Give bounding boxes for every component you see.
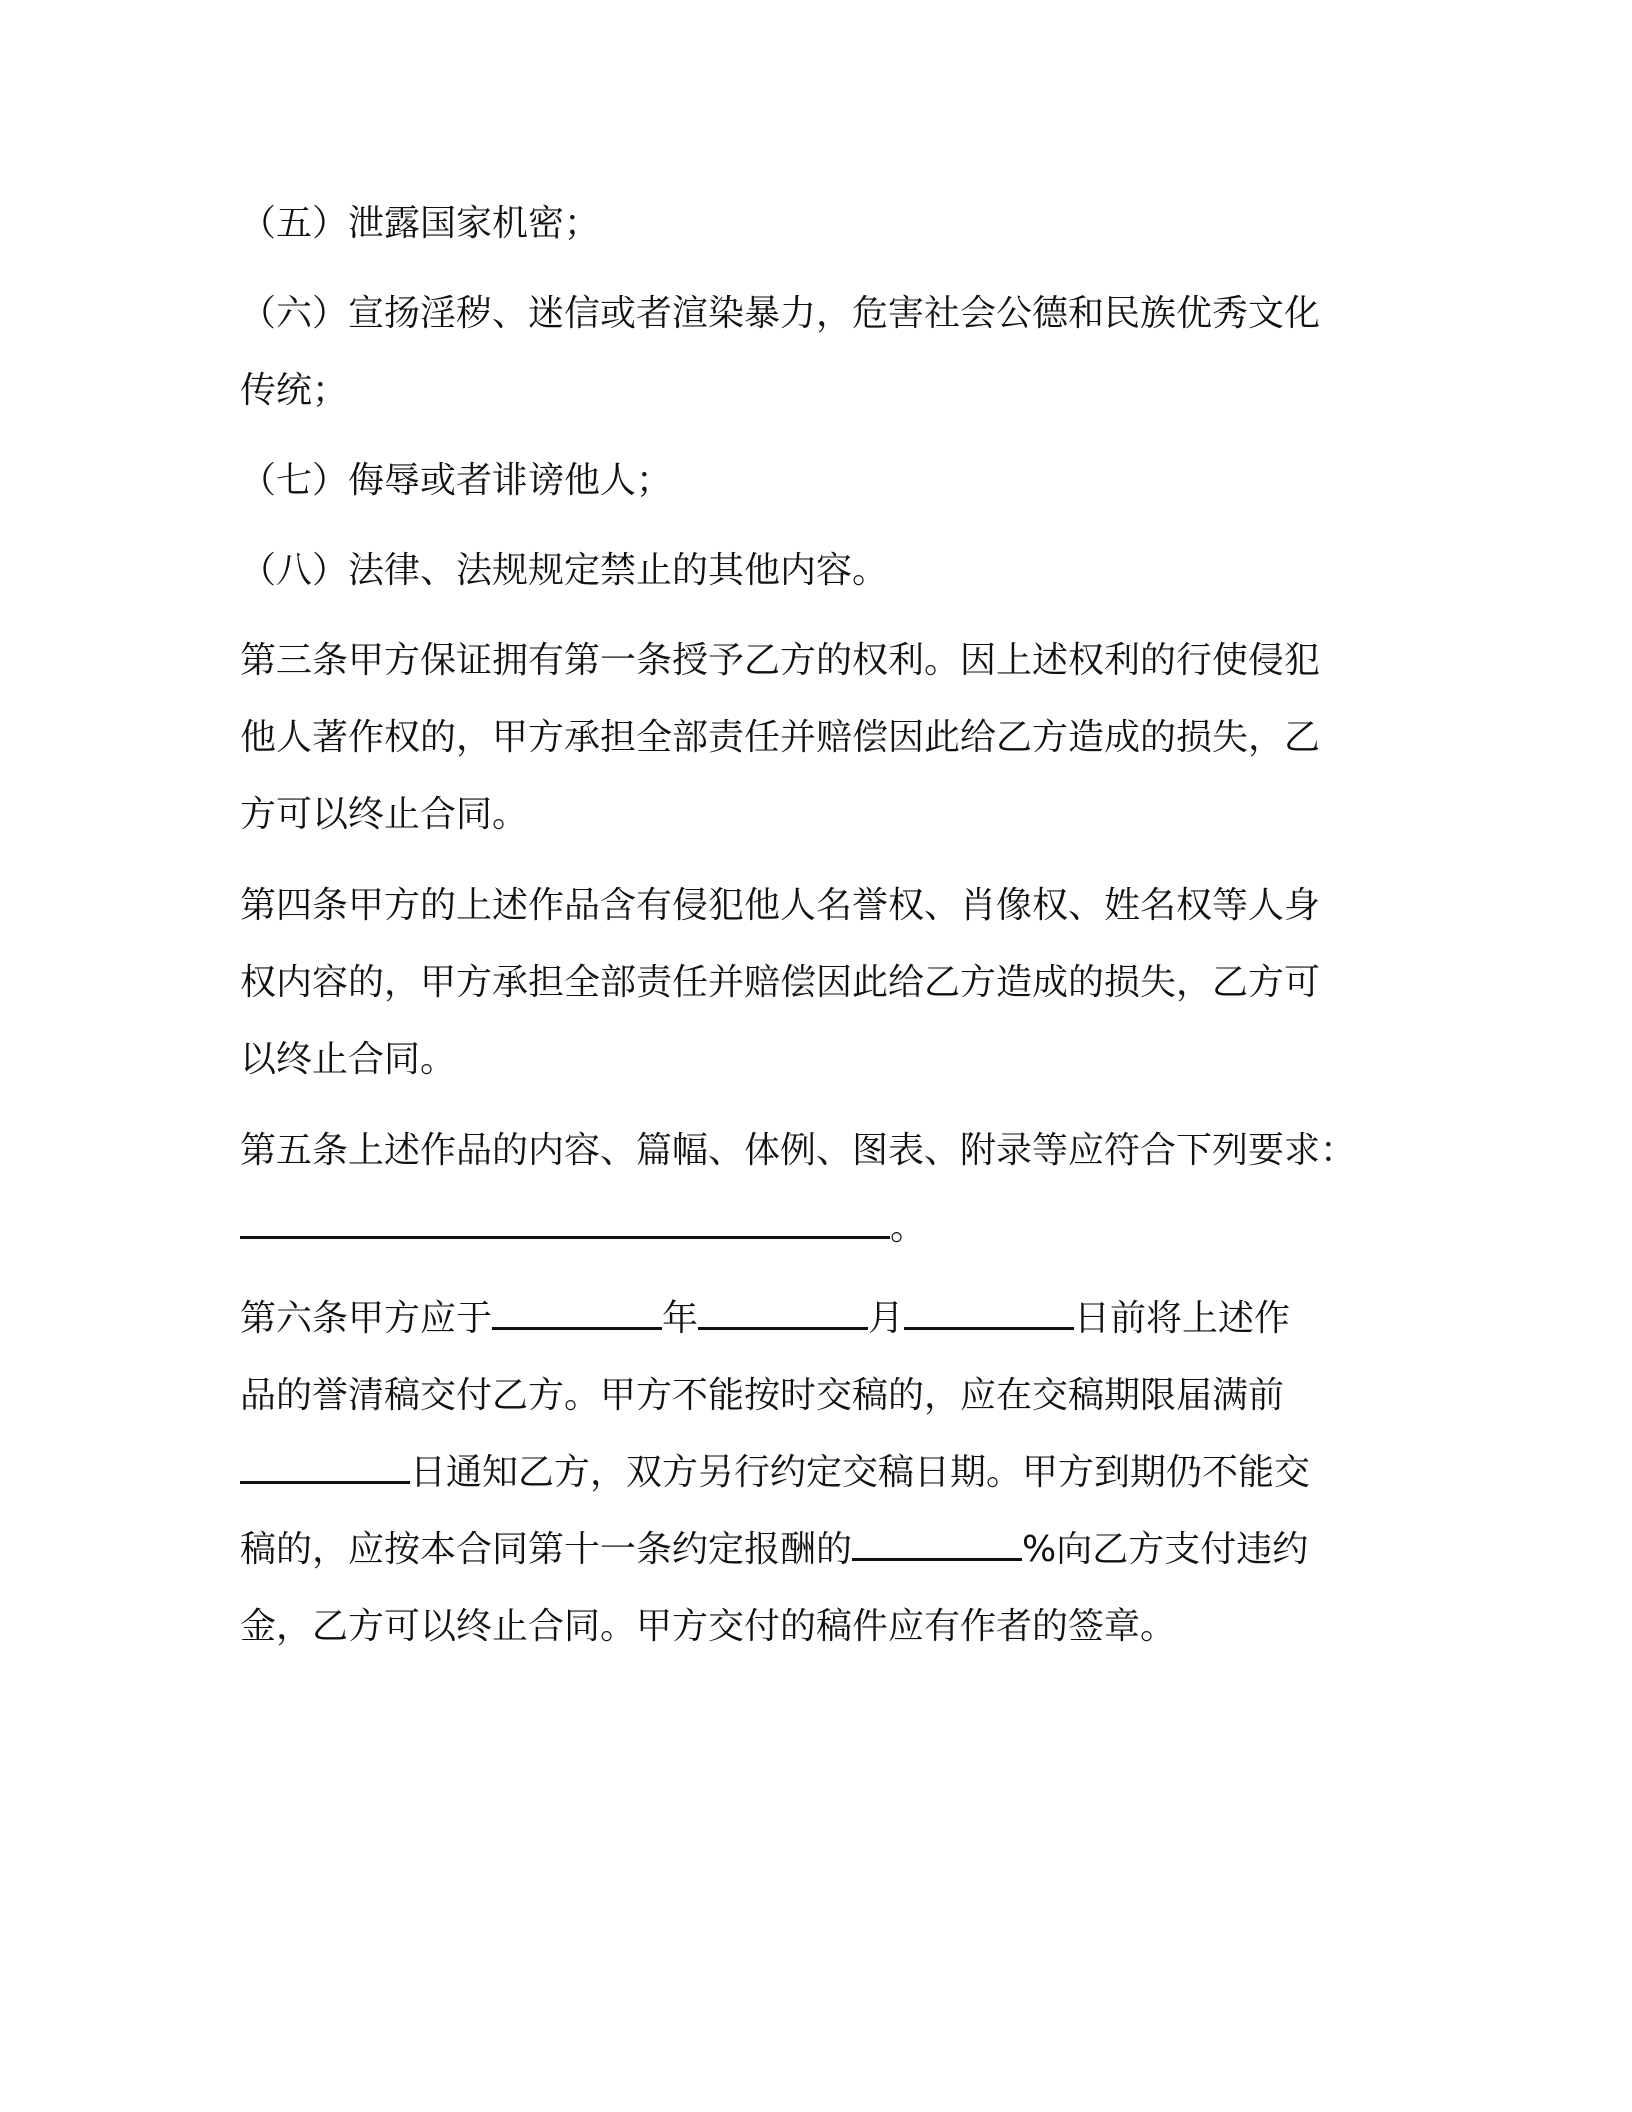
clause-item-6	[240, 275, 1395, 429]
document-body	[240, 185, 1395, 1679]
text-line: （六）宣扬淫秽、迷信或者渲染暴力，危害社会公德和民族优秀文化	[240, 293, 1321, 334]
text-line: 金，乙方可以终止合同。甲方交付的稿件应有作者的签章。	[240, 1606, 1177, 1647]
blank-penalty-percent	[852, 1530, 1022, 1561]
day-tail: 日前将上述作	[1074, 1298, 1291, 1339]
article-3	[240, 622, 1395, 853]
article-5	[240, 1112, 1395, 1266]
blank-day	[904, 1299, 1074, 1330]
blank-requirements	[240, 1208, 890, 1239]
article-6-prefix: 第六条甲方应于	[240, 1298, 493, 1339]
blank-month	[698, 1299, 868, 1330]
article-6	[240, 1280, 1395, 1665]
text-line: 第三条甲方保证拥有第一条授予乙方的权利。因上述权利的行使侵犯	[240, 640, 1321, 681]
clause-item-7	[240, 442, 1395, 519]
fill-line	[240, 1280, 1395, 1357]
article-4	[240, 867, 1395, 1098]
text-line: 以终止合同。	[240, 1039, 457, 1080]
blank-year	[492, 1299, 662, 1330]
text-line: 第五条上述作品的内容、篇幅、体例、图表、附录等应符合下列要求：	[240, 1130, 1357, 1171]
text-line: 权内容的，甲方承担全部责任并赔偿因此给乙方造成的损失，乙方可	[240, 962, 1321, 1003]
clause-item-5	[240, 185, 1395, 262]
text-line: 传统；	[240, 370, 349, 411]
penalty-head: 稿的，应按本合同第十一条约定报酬的	[240, 1529, 853, 1570]
text-line: 第四条甲方的上述作品含有侵犯他人名誉权、肖像权、姓名权等人身	[240, 885, 1321, 926]
text-line: 他人著作权的，甲方承担全部责任并赔偿因此给乙方造成的损失，乙	[240, 717, 1321, 758]
fill-line	[240, 1434, 1395, 1511]
clause-item-8	[240, 532, 1395, 609]
year-label: 年	[662, 1298, 699, 1339]
text-line: （八）法律、法规规定禁止的其他内容。	[240, 550, 889, 591]
notice-tail: 日通知乙方，双方另行约定交稿日期。甲方到期仍不能交	[410, 1452, 1311, 1493]
fill-line	[240, 1189, 1395, 1266]
text-line: 方可以终止合同。	[240, 794, 529, 835]
text-line: 品的誉清稿交付乙方。甲方不能按时交稿的，应在交稿期限届满前	[240, 1375, 1285, 1416]
text-line: （七）侮辱或者诽谤他人；	[240, 460, 673, 501]
blank-notice-days	[240, 1453, 410, 1484]
month-label: 月	[868, 1298, 905, 1339]
fill-line	[240, 1511, 1395, 1588]
period-mark: 。	[890, 1207, 927, 1248]
penalty-tail: %向乙方支付违约	[1022, 1529, 1309, 1570]
text-line: （五）泄露国家机密；	[240, 203, 601, 244]
